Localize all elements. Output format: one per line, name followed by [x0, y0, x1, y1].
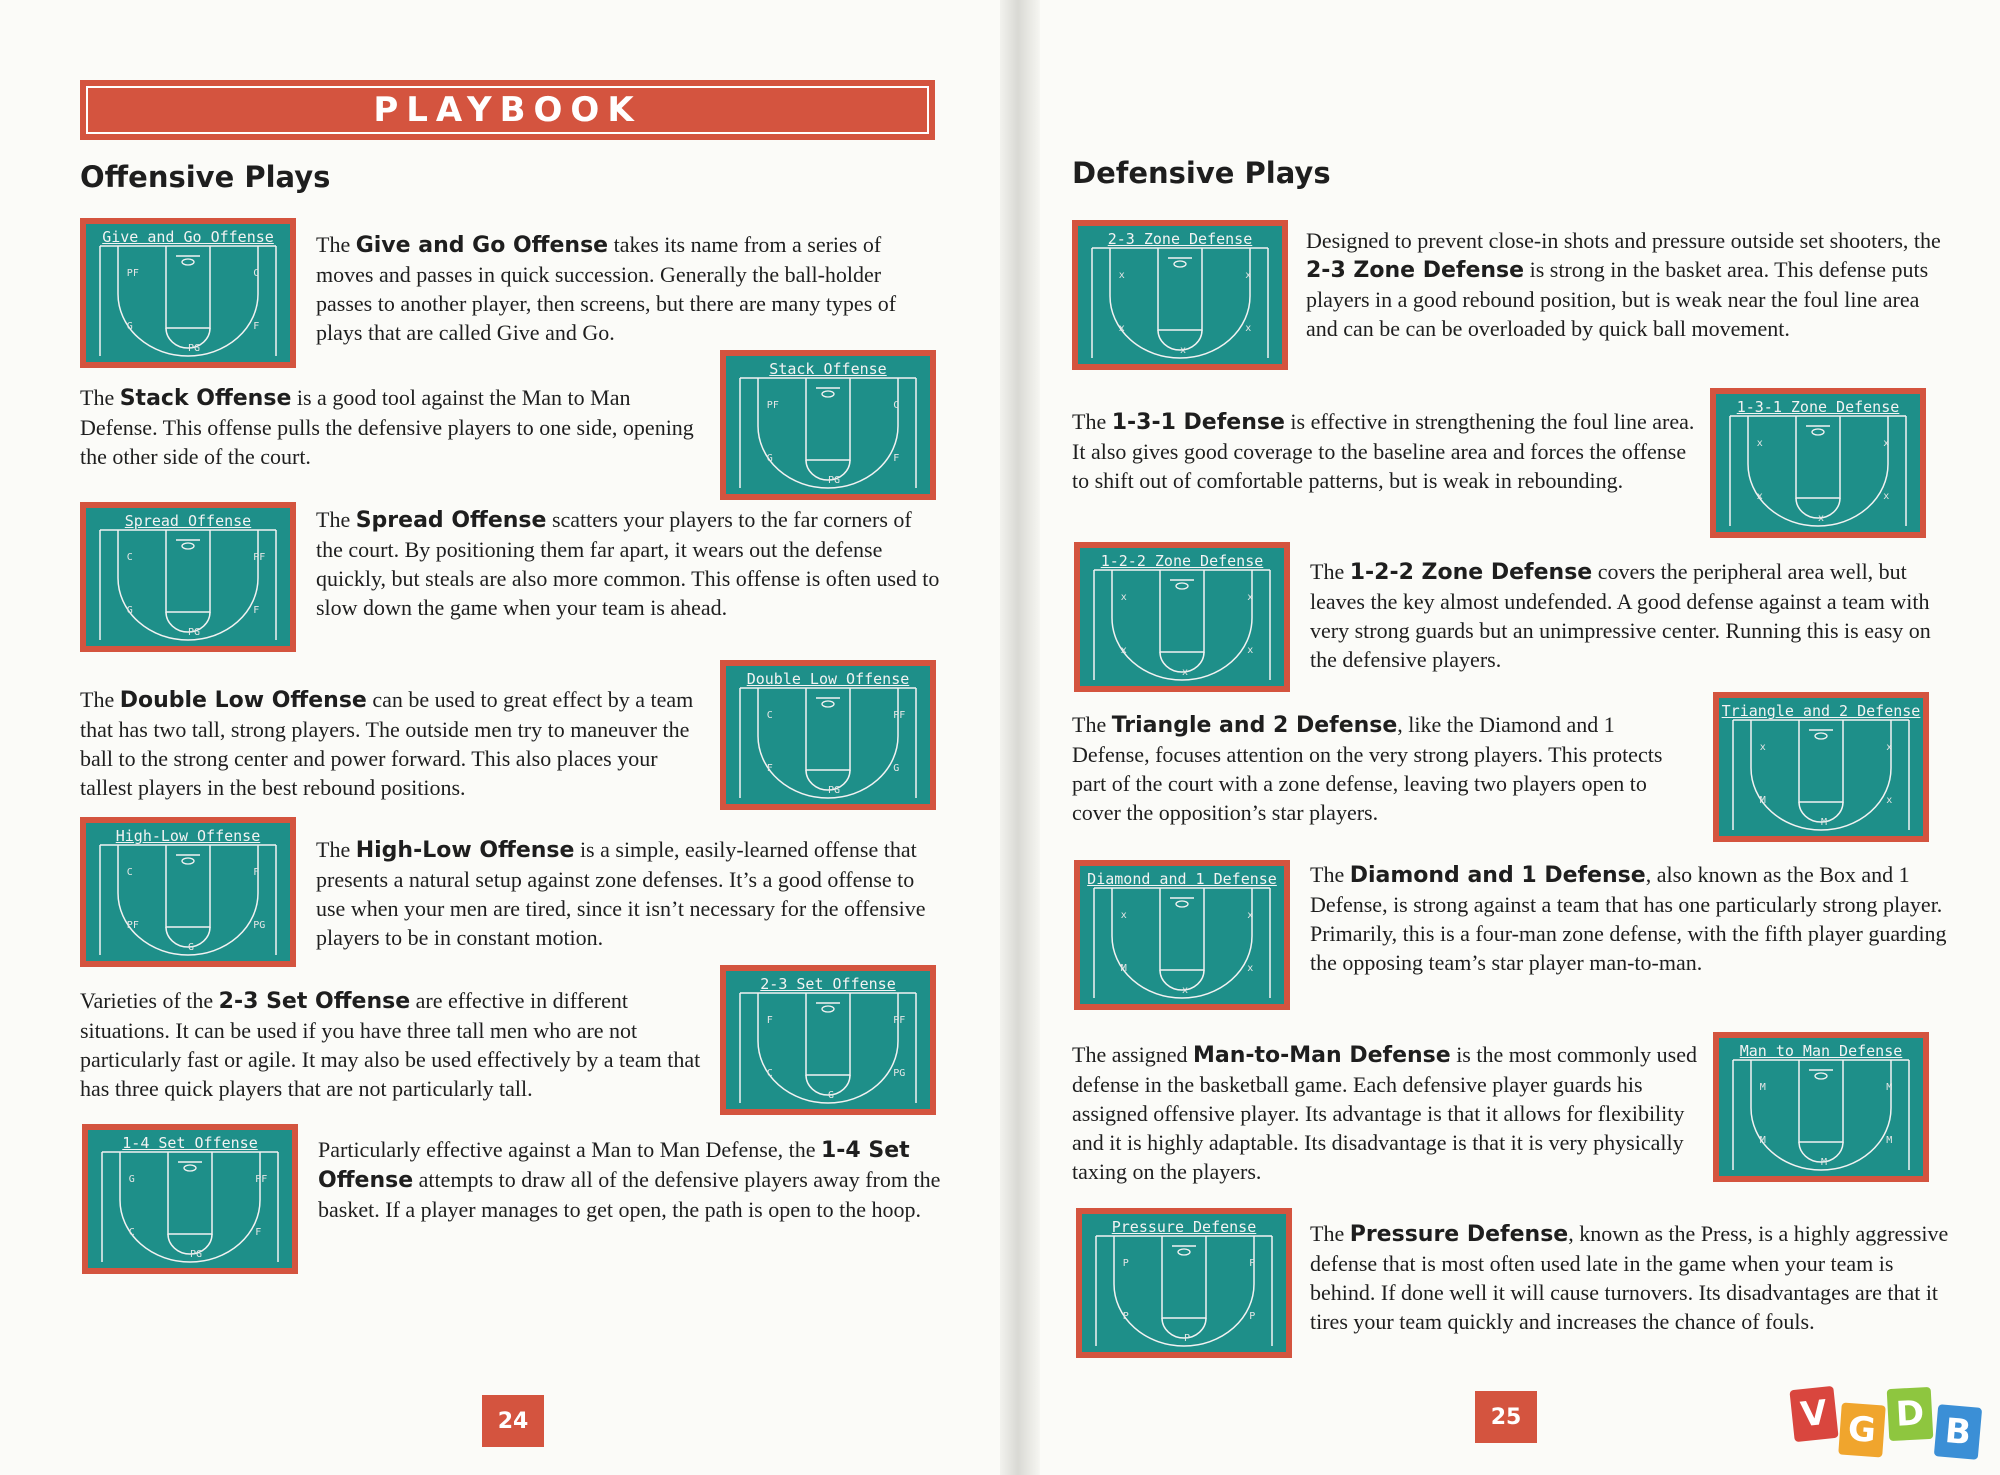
player-marker: G: [188, 941, 195, 953]
player-marker: G: [766, 452, 773, 464]
watermark-letter: B: [1934, 1404, 1982, 1460]
play-diagram: [1076, 1208, 1292, 1358]
play-diagram: [82, 1124, 298, 1274]
player-marker: F: [253, 604, 260, 616]
watermark-letter: G: [1838, 1403, 1886, 1458]
play-description: Designed to prevent close-in shots and pressure outside set shooters, the 2-3 Zone Defense is strong in the basket area. This defense puts players in a good rebound position, but is weak near the foul line area and can be can be overloaded by quick ball movement.: [1306, 228, 1941, 341]
player-marker: x: [1118, 322, 1125, 334]
play-description: The 1-3-1 Defense is effective in strengthening the foul line area. It also gives good coverage to the baseline area and forces the offense to shift out of comfortable patterns, but is weak in rebounding.: [1072, 409, 1695, 493]
player-marker: PG: [828, 784, 841, 796]
player-marker: x: [1182, 984, 1189, 996]
player-marker: C: [126, 552, 133, 564]
player-marker: P: [1249, 1258, 1256, 1270]
player-marker: F: [255, 1226, 262, 1238]
play-name: 2-3 Zone Defense: [1306, 258, 1525, 283]
player-marker: PG: [893, 1067, 906, 1079]
play-description: The Stack Offense is a good tool against the Man to Man Defense. This offense pulls the defensive players to one side, opening the other side of the court.: [80, 385, 694, 469]
diagram-title: 2-3 Set Offense: [760, 975, 896, 993]
player-marker: P: [1184, 1332, 1191, 1344]
diagram-title: 2-3 Zone Defense: [1107, 230, 1253, 248]
play-description: The 1-2-2 Zone Defense covers the peripheral area well, but leaves the key almost undefended. A good defense against a team with very strong guards but an unimpressive center. Running this is easy on the defensive players.: [1310, 559, 1931, 672]
page-number: 25: [1475, 1391, 1537, 1443]
player-marker: PG: [188, 342, 201, 354]
court-diagram: [86, 224, 290, 362]
player-marker: PF: [126, 919, 139, 931]
play-diagram: [720, 350, 936, 500]
court-diagram: [86, 508, 290, 646]
player-marker: C: [126, 867, 133, 879]
court-diagram: [1080, 866, 1284, 1004]
play-name: Spread Offense: [355, 508, 547, 533]
player-marker: x: [1818, 512, 1825, 524]
player-marker: x: [1886, 794, 1893, 806]
page-number: 24: [482, 1395, 544, 1447]
player-marker: x: [1886, 742, 1893, 754]
play-diagram: [80, 817, 296, 967]
player-marker: M: [1120, 962, 1127, 974]
diagram-title: Diamond and 1 Defense: [1087, 870, 1277, 888]
play-diagram: [1072, 220, 1288, 370]
player-marker: M: [1821, 1156, 1828, 1168]
player-marker: C: [766, 1067, 773, 1079]
diagram-title: 1-3-1 Zone Defense: [1736, 398, 1900, 416]
player-marker: P: [1122, 1258, 1129, 1270]
player-marker: M: [1886, 1134, 1893, 1146]
offensive-plays-heading: Offensive Plays: [80, 160, 331, 194]
player-marker: G: [893, 762, 900, 774]
play-diagram: [1074, 860, 1290, 1010]
play-diagram: [80, 502, 296, 652]
player-marker: M: [1759, 1082, 1766, 1094]
playbook-banner: [80, 80, 935, 140]
player-marker: PG: [253, 919, 266, 931]
player-marker: M: [1759, 794, 1766, 806]
player-marker: M: [1886, 1082, 1893, 1094]
play-description: The Triangle and 2 Defense, like the Diamond and 1 Defense, focuses attention on the very strong players. This protects part of the court with a zone defense, leaving two players open to cover the opposition’s star players.: [1072, 712, 1663, 825]
court-diagram: [1080, 548, 1284, 686]
player-marker: PG: [188, 626, 201, 638]
court-diagram: [88, 1130, 292, 1268]
diagram-title: Spread Offense: [124, 512, 252, 530]
page-25: [1040, 0, 2000, 1475]
banner-title: PLAYBOOK: [86, 86, 929, 134]
play-diagram: [1074, 542, 1290, 692]
player-marker: x: [1120, 592, 1127, 604]
court-diagram: [726, 356, 930, 494]
play-name: 1-4 Set Offense: [318, 1138, 910, 1193]
play-diagram: [1713, 692, 1929, 842]
vgdb-watermark: [1792, 1388, 1992, 1463]
play-name: Give and Go Offense: [355, 233, 609, 258]
player-marker: M: [1821, 816, 1828, 828]
diagram-title: Man to Man Defense: [1739, 1042, 1903, 1060]
player-marker: x: [1756, 490, 1763, 502]
play-name: Pressure Defense: [1349, 1222, 1569, 1247]
player-marker: x: [1245, 322, 1252, 334]
play-name: 1-3-1 Defense: [1111, 410, 1285, 435]
player-marker: x: [1120, 910, 1127, 922]
play-name: Double Low Offense: [119, 688, 367, 713]
diagram-title: Triangle and 2 Defense: [1721, 702, 1921, 720]
player-marker: G: [126, 320, 133, 332]
court-diagram: [1719, 1038, 1923, 1176]
play-description: Varieties of the 2-3 Set Offense are effective in different situations. It can be used if you have three tall men who are not particularly fast or agile. It may also be used effectively by a team that has three quick players that are not particularly tall.: [80, 988, 701, 1101]
play-name: High-Low Offense: [355, 838, 575, 863]
diagram-title: High-Low Offense: [115, 827, 261, 845]
player-marker: x: [1118, 270, 1125, 282]
court-diagram: [726, 971, 930, 1109]
player-marker: x: [1180, 344, 1187, 356]
player-marker: F: [766, 762, 773, 774]
diagram-title: 1-4 Set Offense: [122, 1134, 258, 1152]
play-name: 1-2-2 Zone Defense: [1349, 560, 1593, 585]
play-name: Man-to-Man Defense: [1192, 1043, 1451, 1068]
play-name: Triangle and 2 Defense: [1111, 713, 1398, 738]
court-diagram: [1719, 698, 1923, 836]
play-description: The Diamond and 1 Defense, also known as the Box and 1 Defense, is strong against a team that has one particularly strong player. Primarily, this is a four-man zone defense, with the fifth player guarding the opposing team’s star player man-to-man.: [1310, 862, 1947, 975]
play-diagram: [1713, 1032, 1929, 1182]
player-marker: C: [766, 710, 773, 722]
player-marker: x: [1182, 666, 1189, 678]
play-description: The Give and Go Offense takes its name from a series of moves and passes in quick succession. Generally the ball-holder passes to another player, then screens, but there are many types of plays that are called Give and Go.: [316, 232, 897, 345]
book-spine: [1000, 0, 1040, 1475]
court-diagram: [726, 666, 930, 804]
play-description: The assigned Man-to-Man Defense is the most commonly used defense in the basketball game. Each defensive player guards his assigned offensive player. Its advantage is that it allows for flexibility and it is highly adaptable. Its disadvantage is that it is very physically taxing on the players.: [1072, 1042, 1697, 1184]
player-marker: G: [128, 1174, 135, 1186]
player-marker: F: [253, 867, 260, 879]
play-diagram: [720, 660, 936, 810]
player-marker: G: [828, 1089, 835, 1101]
player-marker: F: [766, 1015, 773, 1027]
play-diagram: [80, 218, 296, 368]
player-marker: F: [253, 320, 260, 332]
diagram-title: Pressure Defense: [1111, 1218, 1257, 1236]
diagram-title: 1-2-2 Zone Defense: [1100, 552, 1264, 570]
player-marker: G: [126, 604, 133, 616]
player-marker: C: [893, 400, 900, 412]
player-marker: PG: [828, 474, 841, 486]
play-diagram: [720, 965, 936, 1115]
player-marker: x: [1883, 490, 1890, 502]
player-marker: PF: [893, 1015, 906, 1027]
player-marker: PG: [190, 1248, 203, 1260]
court-diagram: [86, 823, 290, 961]
player-marker: x: [1247, 910, 1254, 922]
player-marker: P: [1249, 1310, 1256, 1322]
player-marker: x: [1883, 438, 1890, 450]
player-marker: x: [1247, 962, 1254, 974]
diagram-title: Give and Go Offense: [102, 228, 274, 246]
player-marker: x: [1247, 592, 1254, 604]
player-marker: x: [1245, 270, 1252, 282]
player-marker: C: [253, 268, 260, 280]
watermark-letter: D: [1887, 1387, 1934, 1441]
court-diagram: [1716, 394, 1920, 532]
play-description: The Double Low Offense can be used to great effect by a team that has two tall, strong players. The outside men try to maneuver the ball to the strong center and power forward. This also places your tallest players in the best rebound positions.: [80, 687, 694, 800]
player-marker: P: [1122, 1310, 1129, 1322]
play-diagram: [1710, 388, 1926, 538]
play-name: Stack Offense: [119, 386, 292, 411]
diagram-title: Double Low Offense: [746, 670, 910, 688]
player-marker: PF: [766, 400, 779, 412]
play-name: 2-3 Set Offense: [218, 989, 411, 1014]
player-marker: x: [1247, 644, 1254, 656]
player-marker: PF: [126, 268, 139, 280]
player-marker: M: [1759, 1134, 1766, 1146]
watermark-letter: V: [1789, 1386, 1838, 1442]
player-marker: x: [1756, 438, 1763, 450]
play-description: The Spread Offense scatters your players to the far corners of the court. By positioning them far apart, it wears out the defense quickly, but steals are also more common. This offense is often used to slow down the game when your team is ahead.: [316, 507, 940, 620]
player-marker: PF: [893, 710, 906, 722]
play-description: Particularly effective against a Man to Man Defense, the 1-4 Set Offense attempts to draw all of the defensive players away from the basket. If a player manages to get open, the path is open to the hoop.: [318, 1137, 941, 1222]
diagram-title: Stack Offense: [769, 360, 887, 378]
player-marker: PF: [255, 1174, 268, 1186]
player-marker: F: [893, 452, 900, 464]
player-marker: C: [128, 1226, 135, 1238]
player-marker: PF: [253, 552, 266, 564]
player-marker: x: [1759, 742, 1766, 754]
play-name: Diamond and 1 Defense: [1349, 863, 1646, 888]
court-diagram: [1078, 226, 1282, 364]
court-diagram: [1082, 1214, 1286, 1352]
defensive-plays-heading: Defensive Plays: [1072, 156, 1331, 190]
play-description: The High-Low Offense is a simple, easily-learned offense that presents a natural setup against zone defenses. It’s a good offense to use when your men are tired, since it isn’t necessary for the offensive players to be in constant motion.: [316, 837, 926, 950]
player-marker: x: [1120, 644, 1127, 656]
play-description: The Pressure Defense, known as the Press, is a highly aggressive defense that is most often used late in the game when your team is behind. If done well it will cause turnovers. Its disadvantages are that it tires your team quickly and increases the chance of fouls.: [1310, 1221, 1949, 1334]
